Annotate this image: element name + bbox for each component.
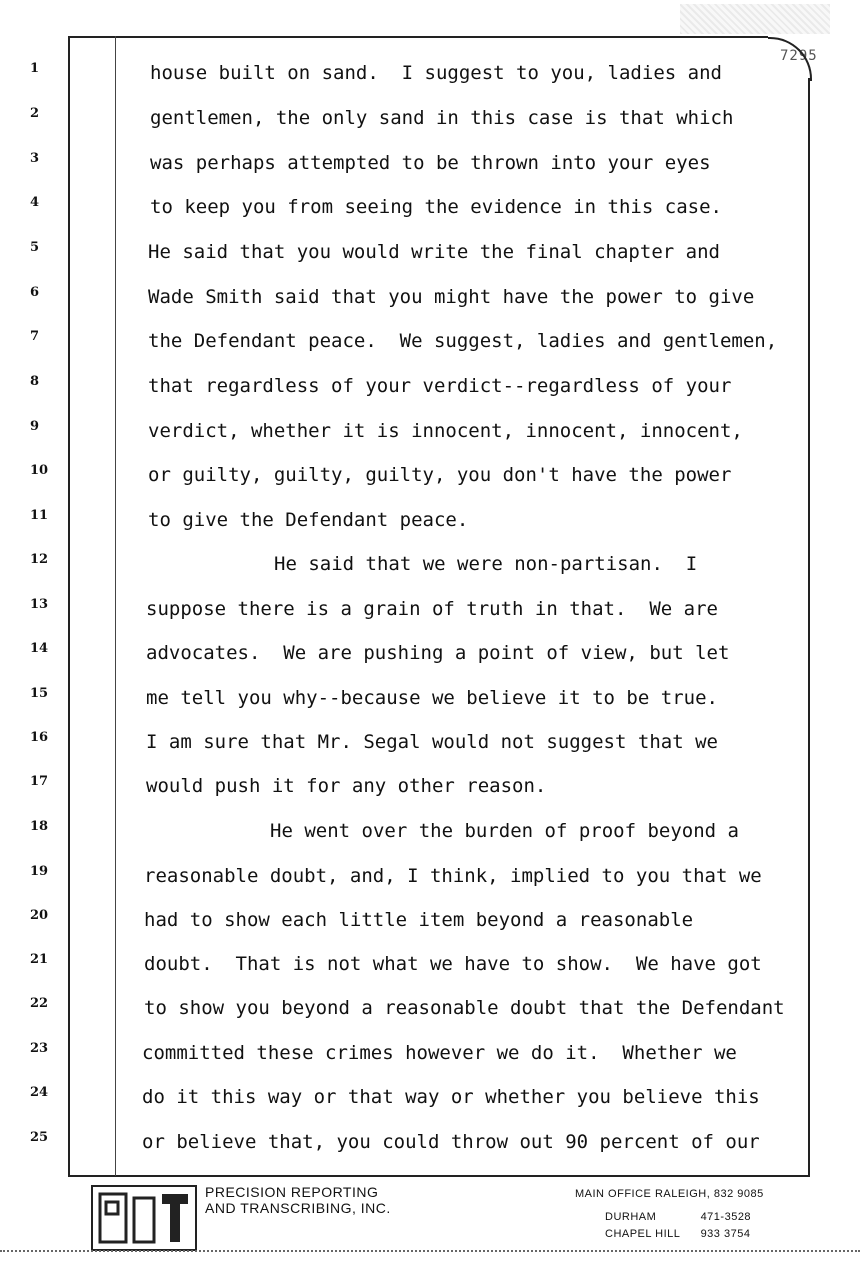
line-number: 22: [30, 996, 49, 1011]
line-number: 19: [30, 864, 49, 879]
line-text: suppose there is a grain of truth in that. We are: [146, 598, 718, 620]
transcript-line: [0, 946, 860, 982]
line-number: 17: [30, 774, 49, 789]
line-number: 16: [30, 730, 49, 745]
transcript-line: [0, 1079, 860, 1115]
transcript-line: [0, 279, 860, 315]
line-number: 11: [30, 508, 49, 523]
line-number: 3: [30, 151, 40, 166]
transcript-line: [0, 368, 860, 404]
office-city: DURHAM: [605, 1211, 657, 1223]
transcript-line: [0, 724, 860, 760]
transcript-line: [0, 546, 860, 582]
footer-divider: [0, 1250, 860, 1252]
transcript-line: [0, 55, 860, 91]
transcript-line: [0, 189, 860, 225]
transcript-line: [0, 457, 860, 493]
company-name-line2: AND TRANSCRIBING, INC.: [205, 1200, 391, 1216]
frame-bottom-border: [68, 1175, 810, 1177]
line-number: 15: [30, 686, 49, 701]
office-durham: [605, 1211, 751, 1223]
line-text: He said that you would write the final chapter and: [148, 241, 720, 263]
transcript-line: [0, 502, 860, 538]
line-number: 2: [30, 106, 40, 121]
company-logo: [90, 1184, 198, 1252]
line-number: 1: [30, 61, 40, 76]
line-number: 13: [30, 597, 49, 612]
transcript-line: [0, 1035, 860, 1071]
office-phone: 471-3528: [700, 1211, 752, 1223]
line-number: 5: [30, 240, 40, 255]
transcript-line: [0, 145, 860, 181]
line-text: to show you beyond a reasonable doubt that the Defendant: [144, 997, 785, 1019]
line-text: doubt. That is not what we have to show. We have got: [144, 953, 762, 975]
line-text: reasonable doubt, and, I think, implied to you that we: [144, 865, 762, 887]
line-text: to keep you from seeing the evidence in this case.: [150, 196, 722, 218]
line-text: He went over the burden of proof beyond a: [270, 820, 739, 842]
line-text: me tell you why--because we believe it to be true.: [146, 687, 718, 709]
line-text: that regardless of your verdict--regardless of your: [148, 375, 732, 397]
line-number: 6: [30, 285, 40, 300]
line-number: 7: [30, 329, 40, 344]
company-name: [205, 1184, 391, 1216]
line-number: 14: [30, 641, 49, 656]
line-text: committed these crimes however we do it. Whether we: [142, 1042, 737, 1064]
line-text: gentlemen, the only sand in this case is that which: [150, 107, 734, 129]
transcript-line: [0, 591, 860, 627]
office-city: CHAPEL HILL: [605, 1228, 681, 1240]
line-text: do it this way or that way or whether you believe this: [142, 1086, 760, 1108]
line-text: or guilty, guilty, guilty, you don't have the power: [148, 464, 732, 486]
transcript-line: [0, 234, 860, 270]
transcript-line: [0, 635, 860, 671]
line-text: Wade Smith said that you might have the power to give: [148, 286, 755, 308]
frame-top-border: [68, 36, 768, 38]
line-text: would push it for any other reason.: [146, 775, 547, 797]
page-number: 7295: [780, 48, 818, 64]
transcript-line: [0, 990, 860, 1026]
line-number: 20: [30, 908, 49, 923]
office-phone: 933 3754: [700, 1228, 751, 1240]
line-text: advocates. We are pushing a point of view, but let: [146, 642, 730, 664]
transcript-line: [0, 1124, 860, 1160]
transcript-line: [0, 768, 860, 804]
transcript-line: [0, 680, 860, 716]
line-number: 25: [30, 1130, 49, 1145]
line-number: 21: [30, 952, 49, 967]
line-text: house built on sand. I suggest to you, ladies and: [150, 62, 722, 84]
line-number: 9: [30, 419, 40, 434]
line-text: was perhaps attempted to be thrown into your eyes: [150, 152, 711, 174]
footer: [0, 1180, 860, 1286]
line-number: 4: [30, 195, 40, 210]
transcript-line: [0, 813, 860, 849]
line-number: 10: [30, 463, 49, 478]
line-number: 8: [30, 374, 40, 389]
line-number: 18: [30, 819, 49, 834]
line-number: 24: [30, 1085, 49, 1100]
line-text: or believe that, you could throw out 90 percent of our: [142, 1131, 760, 1153]
line-text: had to show each little item beyond a reasonable: [144, 909, 694, 931]
transcript-line: [0, 413, 860, 449]
transcript-line: [0, 100, 860, 136]
transcript-line: [0, 858, 860, 894]
line-text: verdict, whether it is innocent, innocent, innocent,: [148, 420, 743, 442]
line-text: to give the Defendant peace.: [148, 509, 469, 531]
line-number: 23: [30, 1041, 49, 1056]
main-office: MAIN OFFICE RALEIGH, 832 9085: [575, 1188, 764, 1200]
line-text: I am sure that Mr. Segal would not suggest that we: [146, 731, 718, 753]
line-text: the Defendant peace. We suggest, ladies and gentlemen,: [148, 330, 778, 352]
line-text: He said that we were non-partisan. I: [274, 553, 698, 575]
transcript-line: [0, 323, 860, 359]
office-chapel-hill: [605, 1228, 750, 1240]
company-name-line1: PRECISION REPORTING: [205, 1184, 379, 1200]
transcript-line: [0, 902, 860, 938]
scan-speckle: [680, 4, 830, 34]
line-number: 12: [30, 552, 49, 567]
